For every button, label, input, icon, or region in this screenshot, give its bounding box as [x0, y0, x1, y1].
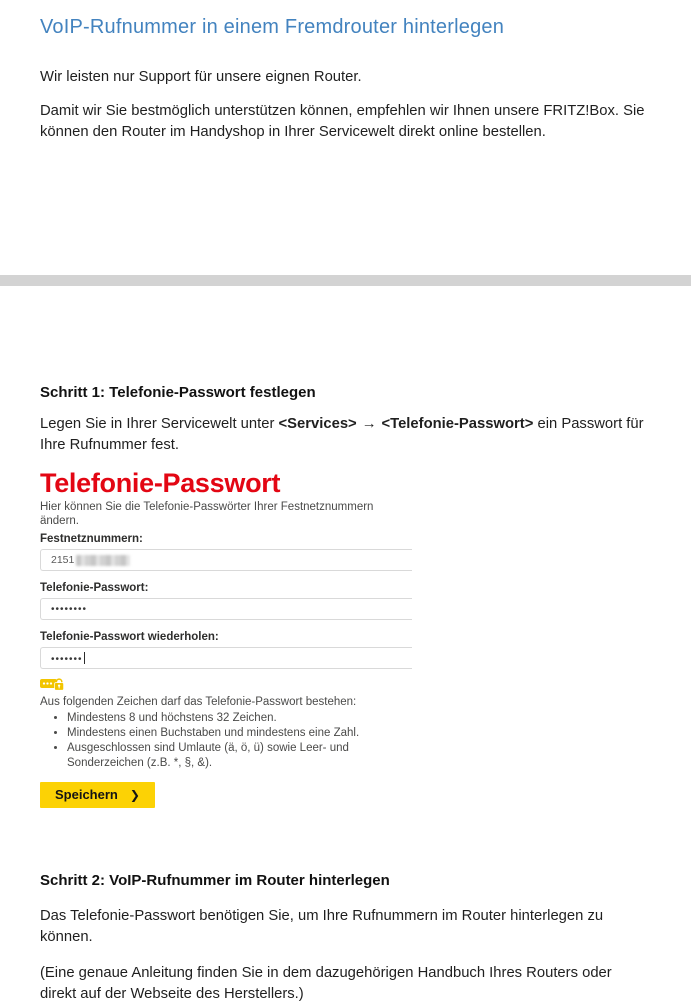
password-hint: Aus folgenden Zeichen darf das Telefonie-Passwort bestehen:	[40, 696, 357, 708]
speichern-label: Speichern	[55, 787, 118, 802]
telefonie-passwort-field	[40, 581, 412, 620]
telefonie-passwort-wiederholen-label: Telefonie-Passwort wiederholen:	[40, 631, 219, 643]
phone-number-value: 2151	[51, 554, 75, 566]
page-title: VoIP-Rufnummer in einem Fremdrouter hinterlegen	[40, 16, 505, 38]
step1-intro-paragraph	[40, 414, 651, 456]
password-rule: • Mindestens einen Buchstaben und mindestens eine Zahl.	[67, 726, 412, 741]
password-rules-list	[40, 711, 412, 771]
festnetznummern-input[interactable]	[40, 549, 412, 571]
festnetznummern-label: Festnetznummern:	[40, 533, 143, 545]
festnetznummern-field	[40, 532, 412, 571]
intro-paragraph-1: Wir leisten nur Support für unsere eignen Router.	[40, 69, 362, 85]
servicewelt-screenshot	[40, 468, 412, 808]
step1-heading: Schritt 1: Telefonie-Passwort festlegen	[40, 384, 316, 401]
screenshot-title: Telefonie-Passwort	[40, 468, 281, 498]
screenshot-subtitle: Hier können Sie die Telefonie-Passwörter Ihrer Festnetznummern ändern.	[40, 501, 374, 527]
telefonie-passwort-wiederholen-input[interactable]	[40, 647, 412, 669]
telefonie-passwort-label: Telefonie-Passwort:	[40, 582, 149, 594]
speichern-button[interactable]	[40, 782, 155, 808]
password-rule: • Ausgeschlossen sind Umlaute (ä, ö, ü) sowie Leer- und Sonderzeichen (z.B. *, §, &).	[67, 741, 412, 771]
password-dots-with-caret: •••••••	[51, 653, 83, 665]
telefonie-passwort-wiederholen-field	[40, 630, 412, 669]
step2-paragraph-2: (Eine genaue Anleitung finden Sie in dem dazugehörigen Handbuch Ihres Routers oder direkt auf der Webseite des Herstellers.)	[40, 965, 612, 1002]
document-bottom-section	[0, 382, 691, 1005]
chevron-right-icon: ❯	[129, 787, 140, 802]
intro-paragraph-2: Damit wir Sie bestmöglich unterstützen können, empfehlen wir Ihnen unsere FRITZ!Box. Sie können den Router im Handyshop in Ihrer Servicewelt direkt online bestellen.	[40, 103, 645, 140]
page-separator	[0, 275, 691, 286]
step1-intro-pre: Legen Sie in Ihrer Servicewelt unter	[40, 416, 279, 432]
step1-intro-post: ein Passwort für Ihre Rufnummer fest.	[40, 416, 644, 453]
password-dots: ••••••••	[51, 603, 88, 615]
step2-heading: Schritt 2: VoIP-Rufnummer im Router hinterlegen	[40, 872, 390, 889]
step2-paragraph-1: Das Telefonie-Passwort benötigen Sie, um Ihre Rufnummern im Router hinterlegen zu können.	[40, 908, 604, 945]
telefonie-passwort-menu-ref: <Telefonie-Passwort>	[381, 416, 534, 432]
telefonie-passwort-input[interactable]	[40, 598, 412, 620]
document-top-section	[0, 15, 691, 143]
password-rule: • Mindestens 8 und höchstens 32 Zeichen.	[67, 711, 412, 726]
arrow-right-icon: →	[361, 416, 377, 432]
password-lock-icon	[40, 676, 412, 692]
services-menu-ref: <Services>	[278, 416, 357, 432]
phone-number-redacted-blur	[76, 555, 130, 566]
